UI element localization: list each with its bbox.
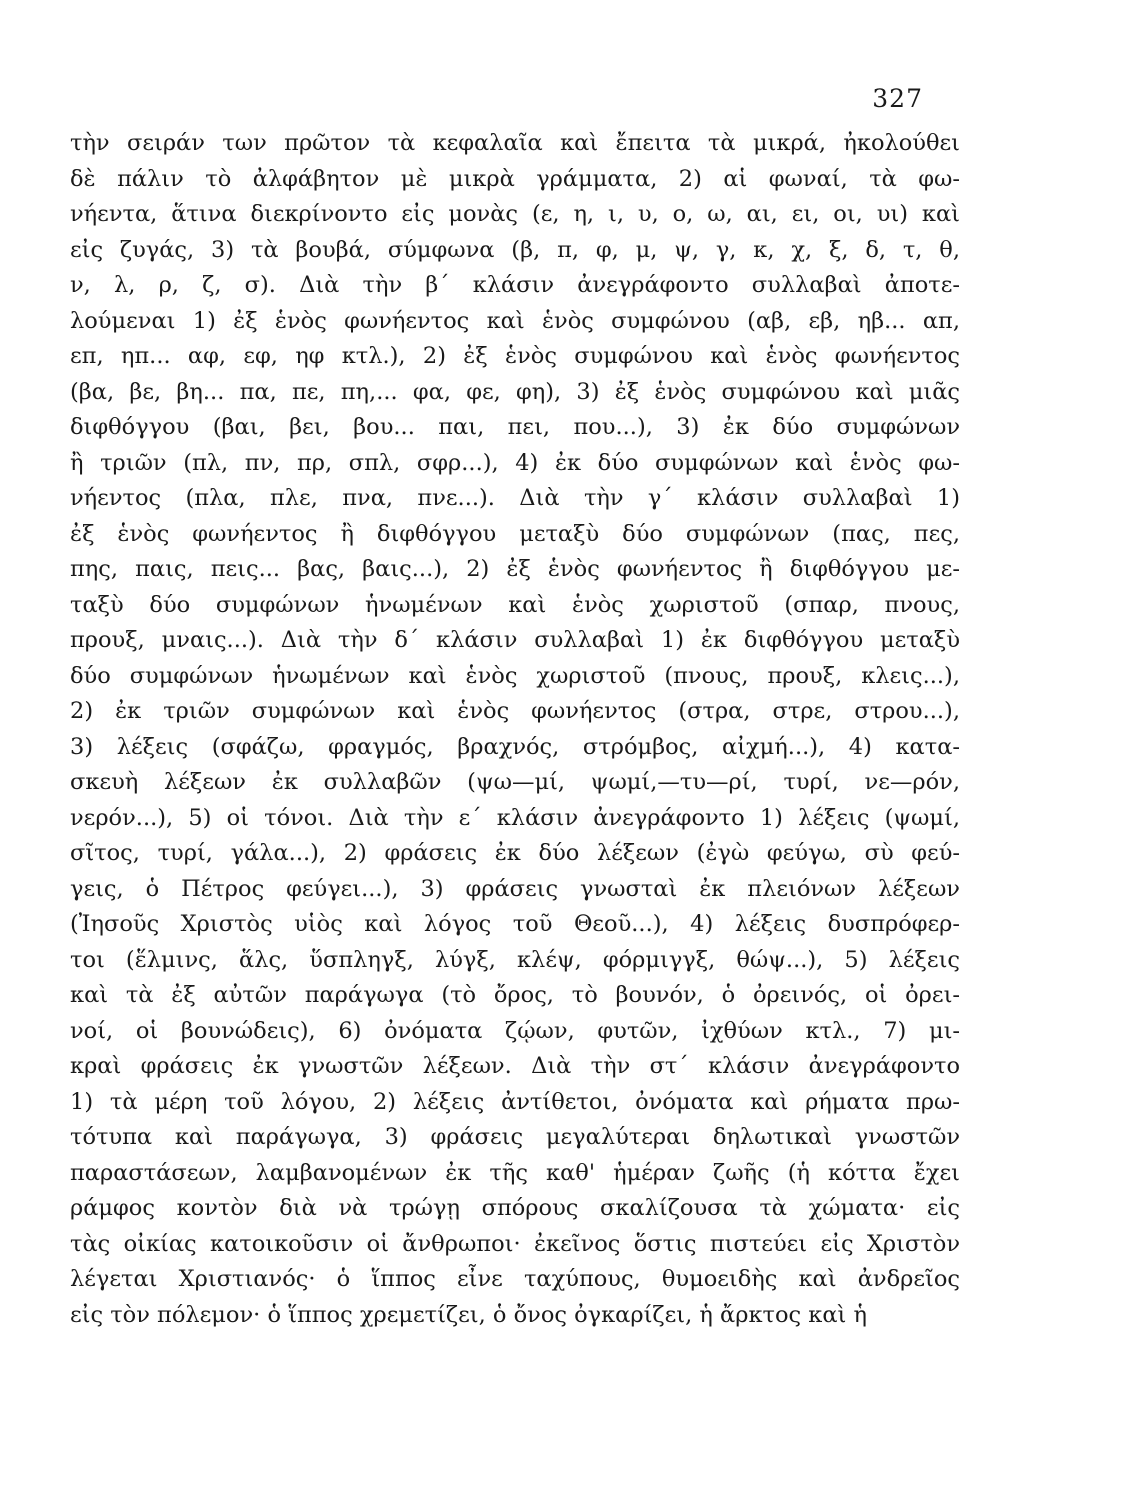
text-line: σκευὴ λέξεων ἐκ συλλαβῶν (ψω—μί, ψωμί,—τυ—ρί, τυρί, νε—ρόν, (70, 769, 960, 795)
text-line: ταξὺ δύο συμφώνων ἡνωμένων καὶ ἑνὸς χωριστοῦ (σπαρ, πνους, (70, 591, 960, 618)
text-line: διφθόγγου (βαι, βει, βου... παι, πει, που...), 3) ἐκ δύο συμφώνων (70, 414, 960, 440)
text-line: δὲ πάλιν τὸ ἀλφάβητον μὲ μικρὰ γράμματα, 2) αἱ φωναί, τὰ φω- (70, 165, 960, 192)
text-line: ν, λ, ρ, ζ, σ). Διὰ τὴν β΄ κλάσιν ἀνεγράφοντο συλλαβαὶ ἀποτε- (70, 272, 960, 298)
text-line: τότυπα καὶ παράγωγα, 3) φράσεις μεγαλύτεραι δηλωτικαὶ γνωστῶν (70, 1124, 960, 1150)
text-line: τὴν σειράν των πρῶτον τὰ κεφαλαῖα καὶ ἔπειτα τὰ μικρά, ἠκολούθει (70, 130, 960, 156)
text-line: νήεντος (πλα, πλε, πνα, πνε...). Διὰ τὴν γ΄ κλάσιν συλλαβαὶ 1) (70, 485, 960, 511)
text-line: ἢ τριῶν (πλ, πν, πρ, σπλ, σφρ...), 4) ἐκ δύο συμφώνων καὶ ἑνὸς φω- (70, 449, 960, 476)
text-line: νήεντα, ἅτινα διεκρίνοντο εἰς μονὰς (ε, η, ι, υ, ο, ω, αι, ει, οι, υι) καὶ (70, 201, 960, 227)
text-line: κραὶ φράσεις ἐκ γνωστῶν λέξεων. Διὰ τὴν στ΄ κλάσιν ἀνεγράφοντο (70, 1053, 960, 1079)
text-line: καὶ τὰ ἐξ αὐτῶν παράγωγα (τὸ ὄρος, τὸ βουνόν, ὁ ὀρεινός, οἱ ὀρει- (70, 982, 960, 1008)
text-line: ἐξ ἑνὸς φωνήεντος ἢ διφθόγγου μεταξὺ δύο συμφώνων (πας, πες, (70, 520, 960, 547)
text-line: εἰς τὸν πόλεμον· ὁ ἵππος χρεμετίζει, ὁ ὄνος ὀγκαρίζει, ἡ ἄρκτος καὶ ἡ (70, 1301, 867, 1328)
text-line: σῖτος, τυρί, γάλα...), 2) φράσεις ἐκ δύο λέξεων (ἐγὼ φεύγω, σὺ φεύ- (70, 840, 960, 866)
text-line: παραστάσεων, λαμβανομένων ἐκ τῆς καθ' ἡμέραν ζωῆς (ἡ κόττα ἔχει (70, 1159, 960, 1186)
body-text (70, 126, 960, 1333)
text-line: 1) τὰ μέρη τοῦ λόγου, 2) λέξεις ἀντίθετοι, ὀνόματα καὶ ρήματα πρω- (70, 1088, 960, 1115)
text-line: 3) λέξεις (σφάζω, φραγμός, βραχνός, στρόμβος, αἰχμή...), 4) κατα- (70, 733, 960, 760)
text-line: 2) ἐκ τριῶν συμφώνων καὶ ἑνὸς φωνήεντος (στρα, στρε, στρου...), (70, 698, 960, 724)
text-line: προυξ, μναις...). Διὰ τὴν δ΄ κλάσιν συλλαβαὶ 1) ἐκ διφθόγγου μεταξὺ (70, 627, 960, 653)
text-line: εἰς ζυγάς, 3) τὰ βουβά, σύμφωνα (β, π, φ, μ, ψ, γ, κ, χ, ξ, δ, τ, θ, (70, 236, 960, 263)
text-line: ράμφος κοντὸν διὰ νὰ τρώγῃ σπόρους σκαλίζουσα τὰ χώματα· εἰς (70, 1195, 960, 1221)
text-line: πης, παις, πεις... βας, βαις...), 2) ἐξ ἑνὸς φωνήεντος ἢ διφθόγγου με- (70, 556, 960, 582)
text-line: επ, ηπ... αφ, εφ, ηφ κτλ.), 2) ἐξ ἑνὸς συμφώνου καὶ ἑνὸς φωνήεντος (70, 343, 960, 369)
text-line: λούμεναι 1) ἐξ ἑνὸς φωνήεντος καὶ ἑνὸς συμφώνου (αβ, εβ, ηβ... απ, (70, 307, 960, 334)
text-line: δύο συμφώνων ἡνωμένων καὶ ἑνὸς χωριστοῦ (πνους, προυξ, κλεις...), (70, 662, 960, 689)
page-number: 327 (872, 84, 923, 113)
text-line: τὰς οἰκίας κατοικοῦσιν οἱ ἄνθρωποι· ἐκεῖνος ὅστις πιστεύει εἰς Χριστὸν (70, 1230, 960, 1257)
text-line: νοί, οἱ βουνώδεις), 6) ὀνόματα ζῴων, φυτῶν, ἰχθύων κτλ., 7) μι- (70, 1017, 960, 1044)
text-line: (βα, βε, βη... πα, πε, πη,... φα, φε, φη), 3) ἐξ ἑνὸς συμφώνου καὶ μιᾶς (70, 378, 960, 405)
text-line: τοι (ἕλμινς, ἅλς, ὕσπληγξ, λύγξ, κλέψ, φόρμιγγξ, θώψ...), 5) λέξεις (70, 946, 960, 973)
text-line: νερόν...), 5) οἱ τόνοι. Διὰ τὴν ε΄ κλάσιν ἀνεγράφοντο 1) λέξεις (ψωμί, (70, 804, 960, 831)
text-line: λέγεται Χριστιανός· ὁ ἵππος εἶνε ταχύπους, θυμοειδὴς καὶ ἀνδρεῖος (70, 1266, 960, 1292)
text-line: γεις, ὁ Πέτρος φεύγει...), 3) φράσεις γνωσταὶ ἐκ πλειόνων λέξεων (70, 875, 960, 902)
text-line: (Ἰησοῦς Χριστὸς υἱὸς καὶ λόγος τοῦ Θεοῦ...), 4) λέξεις δυσπρόφερ- (70, 911, 960, 937)
